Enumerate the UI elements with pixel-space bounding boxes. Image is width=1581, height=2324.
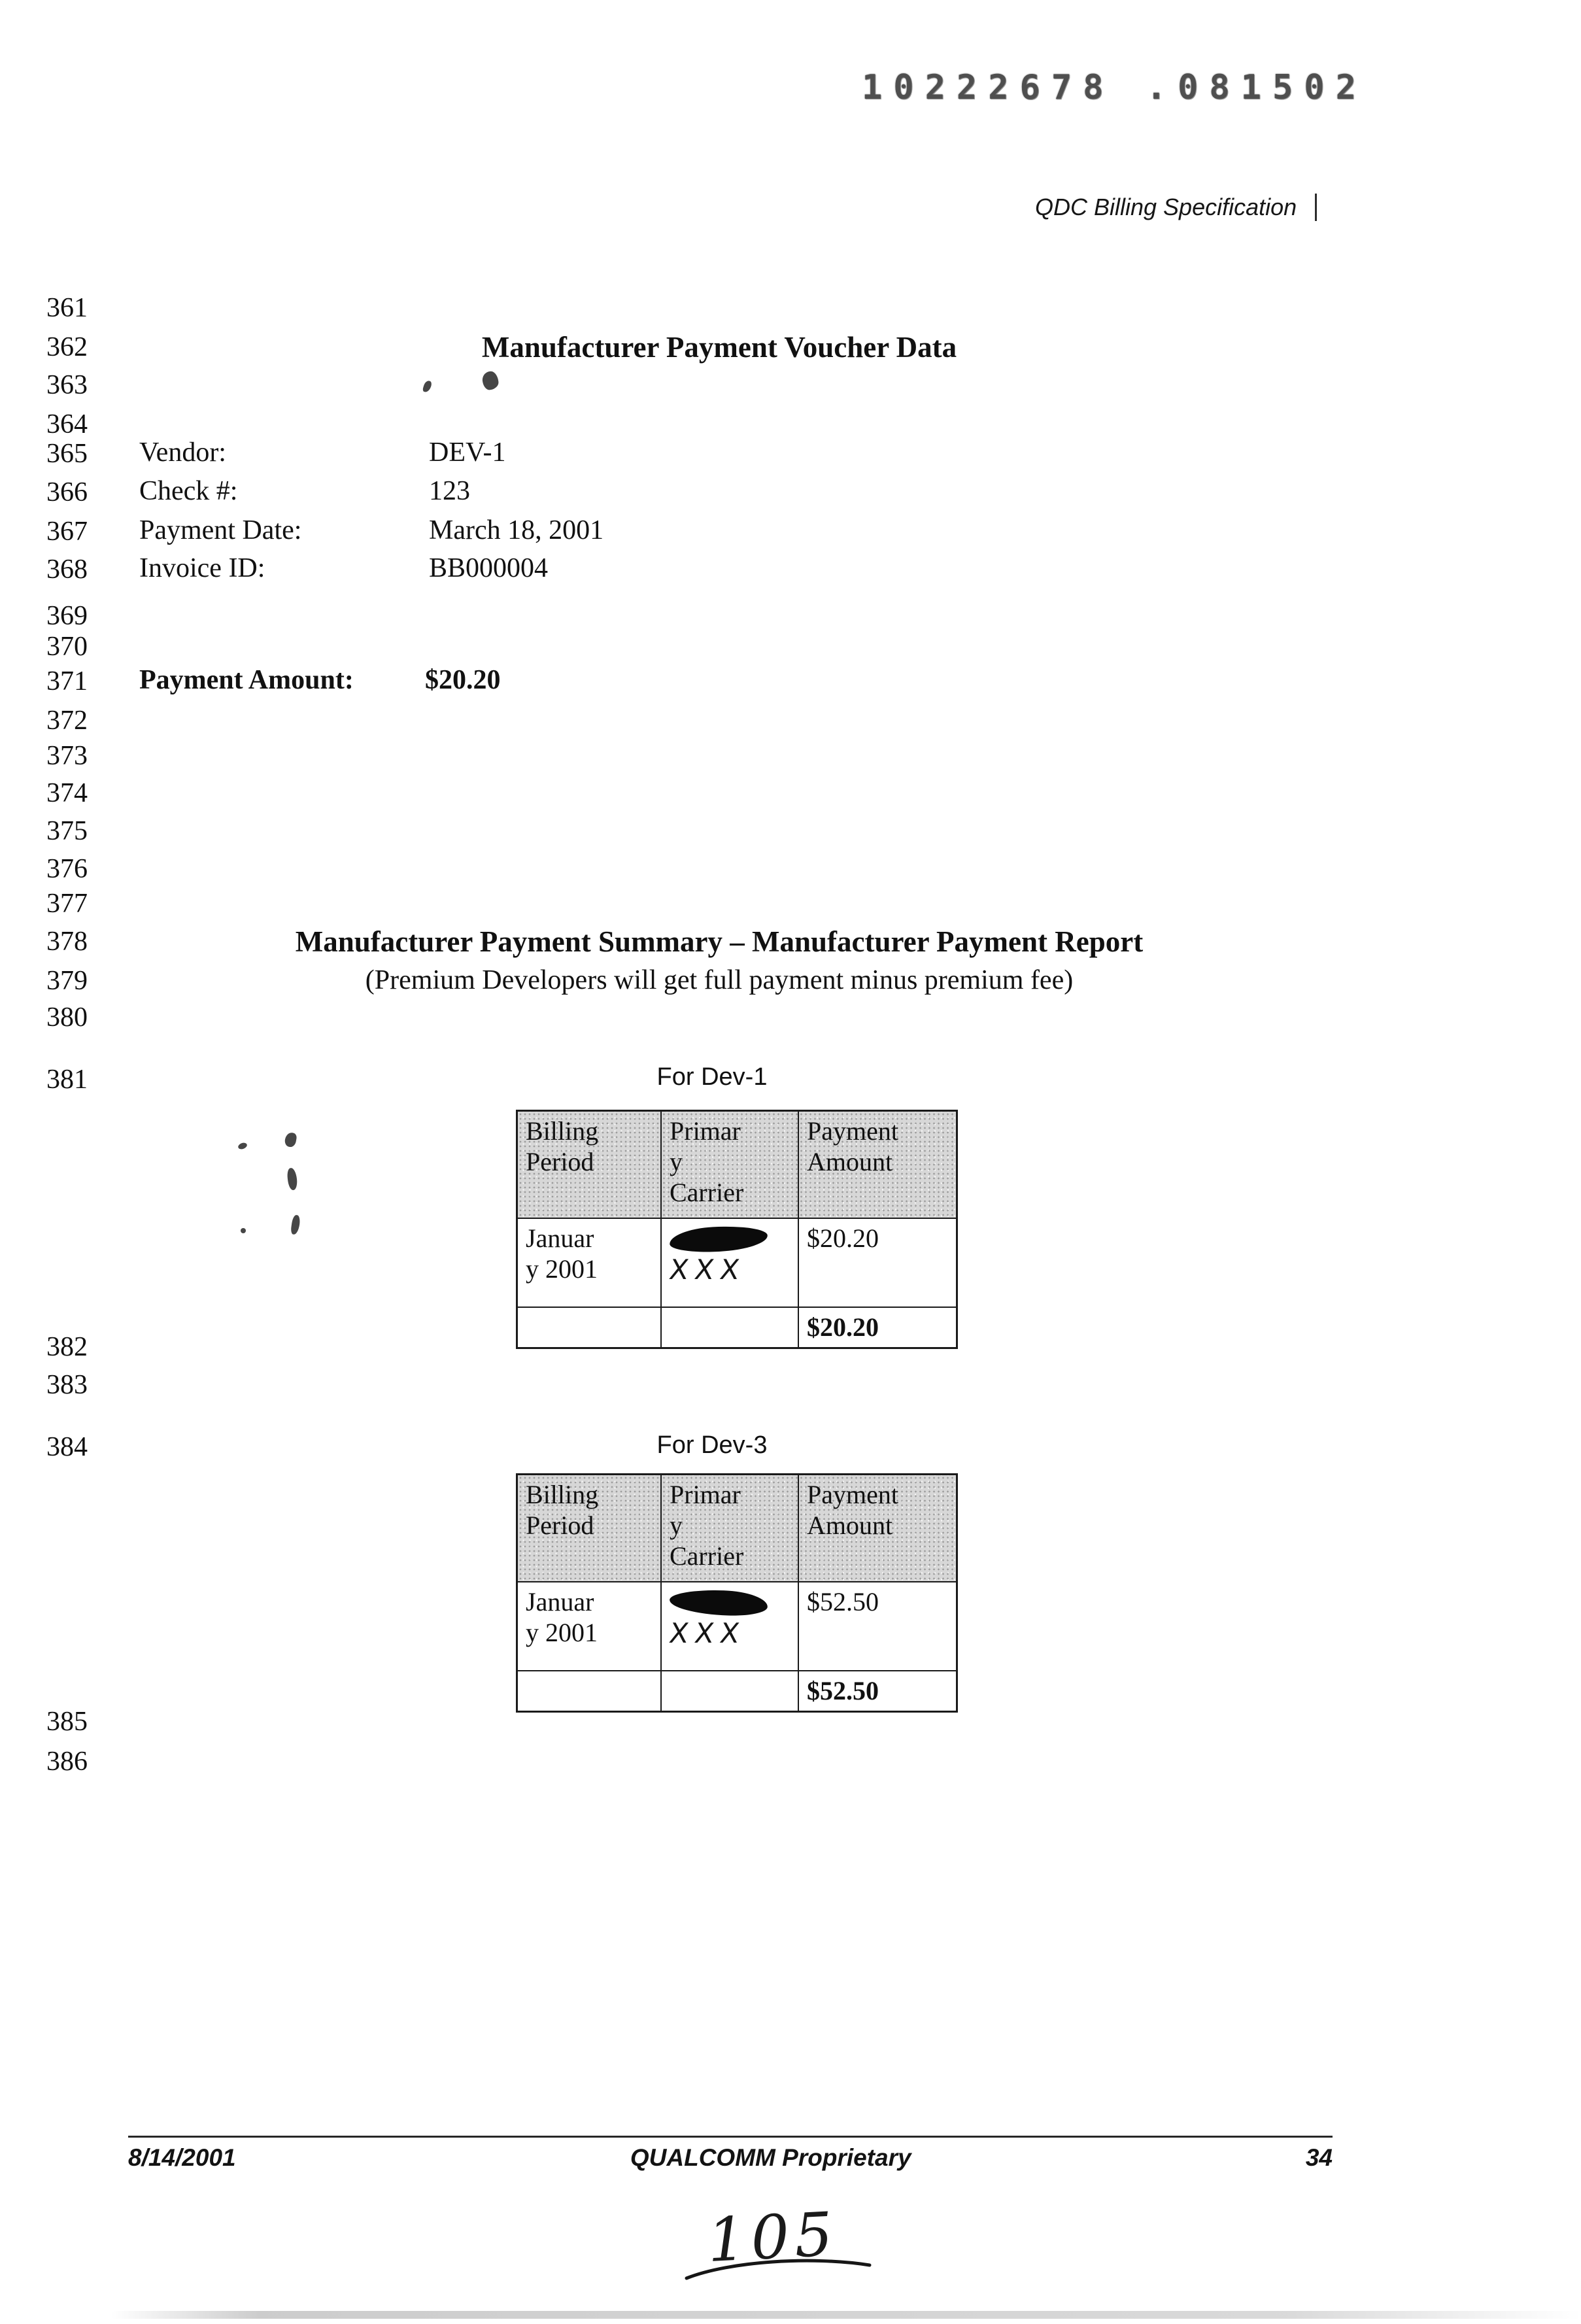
field-label: Payment Date:: [139, 515, 302, 545]
handwritten-xxx: XXX: [667, 1617, 748, 1649]
ink-smudge: [237, 1142, 248, 1150]
line-number: 376: [46, 854, 88, 884]
carrier-cell: [661, 1582, 798, 1671]
line-number: 378: [46, 927, 88, 957]
payment-amount-row: [139, 664, 1055, 696]
voucher-field-vendor: [139, 437, 1055, 468]
line-number: 382: [46, 1332, 88, 1362]
voucher-field-invoice-id: [139, 553, 1055, 584]
line-number: 380: [46, 1002, 88, 1033]
total-amount-cell: $20.20: [798, 1307, 957, 1348]
document-header: [1035, 194, 1317, 221]
field-value: March 18, 2001: [429, 515, 604, 545]
col-header-primary-carrier: Primar y Carrier: [661, 1111, 798, 1219]
col-header-billing-period: Billing Period: [517, 1111, 662, 1219]
payment-table-dev3: [516, 1473, 958, 1713]
line-number: 384: [46, 1432, 88, 1462]
handwritten-xxx: XXX: [667, 1254, 748, 1286]
col-header-billing-period: Billing Period: [517, 1475, 662, 1582]
summary-subtitle: (Premium Developers will get full payment minus premium fee): [365, 965, 1074, 995]
line-number: 367: [46, 517, 88, 547]
line-number: 373: [46, 741, 88, 771]
ink-smudge: [286, 1167, 298, 1190]
empty-cell: [517, 1671, 662, 1712]
line-number: 368: [46, 555, 88, 585]
amount-cell: $52.50: [798, 1582, 957, 1671]
col-header-payment-amount: Payment Amount: [798, 1475, 957, 1582]
empty-cell: [517, 1307, 662, 1348]
table-data-row: [517, 1218, 957, 1307]
table-data-row: [517, 1582, 957, 1671]
line-number: 381: [46, 1065, 88, 1095]
field-label: Invoice ID:: [139, 553, 265, 583]
handwritten-underline: [684, 2255, 874, 2285]
carrier-cell: [661, 1218, 798, 1307]
table-total-row: [517, 1307, 957, 1348]
col-header-payment-amount: Payment Amount: [798, 1111, 957, 1219]
table-header-row: [517, 1475, 957, 1582]
field-value: BB000004: [429, 553, 549, 583]
total-amount-cell: $52.50: [798, 1671, 957, 1712]
payment-table-dev1: [516, 1110, 958, 1349]
line-number: 369: [46, 601, 88, 631]
line-number: 371: [46, 666, 88, 696]
header-title: QDC Billing Specification: [1035, 194, 1297, 220]
ink-smudge: [481, 370, 500, 390]
table-caption-dev3: For Dev-3: [656, 1431, 768, 1459]
ink-smudge: [422, 380, 433, 393]
field-label: Check #:: [139, 476, 238, 506]
payment-amount-value: $20.20: [425, 665, 501, 695]
empty-cell: [661, 1307, 798, 1348]
voucher-title: Manufacturer Payment Voucher Data: [481, 331, 957, 364]
line-number: 375: [46, 816, 88, 846]
line-number: 362: [46, 332, 88, 362]
field-value: DEV-1: [429, 437, 506, 468]
empty-cell: [661, 1671, 798, 1712]
voucher-field-check-number: [139, 475, 1055, 507]
line-number: 377: [46, 889, 88, 919]
line-number: 385: [46, 1707, 88, 1737]
voucher-field-payment-date: [139, 515, 1055, 546]
billing-period-cell: Januar y 2001: [517, 1218, 662, 1307]
footer-proprietary-notice: QUALCOMM Proprietary: [630, 2144, 911, 2171]
line-number: 364: [46, 409, 88, 439]
table-header-row: [517, 1111, 957, 1219]
summary-title: Manufacturer Payment Summary – Manufacturer Payment Report: [295, 925, 1144, 958]
footer-page-number: 34: [1305, 2144, 1333, 2171]
table-total-row: [517, 1671, 957, 1712]
field-value: 123: [429, 476, 470, 506]
redaction-mark: [669, 1224, 768, 1254]
scan-artifact: [111, 2311, 1581, 2319]
field-label: Vendor:: [139, 437, 226, 468]
line-number: 386: [46, 1747, 88, 1777]
line-number: 383: [46, 1370, 88, 1400]
page-footer: [128, 2136, 1333, 2172]
payment-table-dev3-wrap: [516, 1473, 958, 1713]
footer-date: 8/14/2001: [128, 2144, 236, 2171]
patent-serial-stamp: 10222678 .081502: [862, 68, 1367, 107]
payment-table-dev1-wrap: [516, 1110, 958, 1349]
line-number: 379: [46, 966, 88, 996]
change-bar: [1315, 194, 1317, 221]
ink-smudge: [290, 1214, 301, 1235]
col-header-primary-carrier: Primar y Carrier: [661, 1475, 798, 1582]
line-number: 370: [46, 632, 88, 662]
ink-smudge: [241, 1228, 246, 1233]
redaction-mark: [669, 1588, 768, 1616]
billing-period-cell: Januar y 2001: [517, 1582, 662, 1671]
table-caption-dev1: For Dev-1: [656, 1063, 768, 1091]
line-number: 365: [46, 439, 88, 469]
handwritten-number: 105: [706, 2198, 840, 2276]
line-number: 374: [46, 778, 88, 808]
line-number: 372: [46, 706, 88, 736]
amount-cell: $20.20: [798, 1218, 957, 1307]
line-number: 363: [46, 370, 88, 400]
line-number: 361: [46, 293, 88, 323]
line-number: 366: [46, 477, 88, 507]
payment-amount-label: Payment Amount:: [139, 665, 354, 695]
ink-smudge: [284, 1132, 298, 1148]
